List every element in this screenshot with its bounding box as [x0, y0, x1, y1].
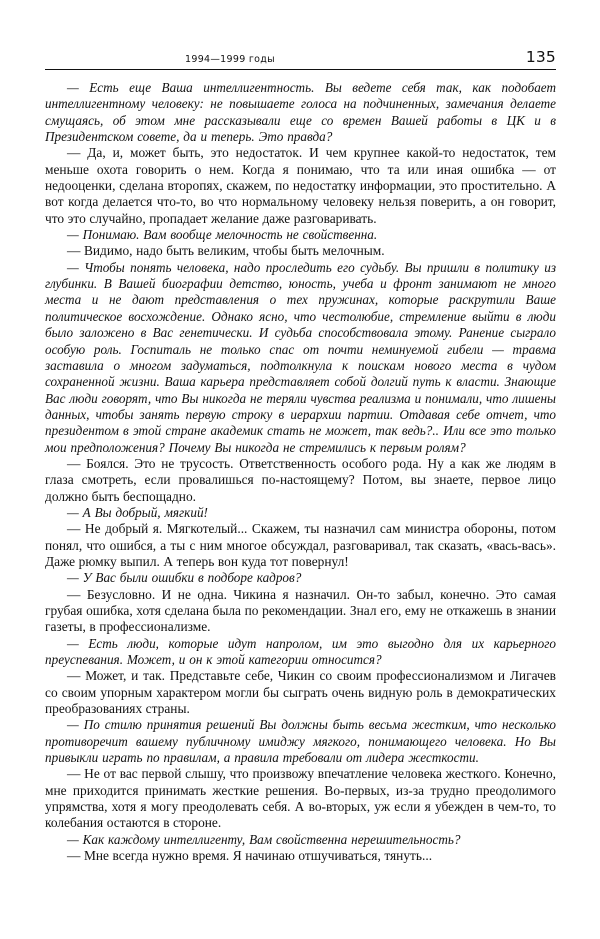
interview-question-paragraph: — Чтобы понять человека, надо проследить его судьбу. Вы пришли в политику из глубинки. В Вашей биографии детство, юность, учеба и фронт занимают не много места и не дают представления о тех пружинах, которые раскрутили Ваше политическое восхождение. Однако ясно, что честолюбие, стремление выйти в люди было заложено в Вас генетически. И судьба способствовала этому. Ранение сыграло особую роль. Госпиталь не только спас от почти неминуемой гибели — травма заставила о многом задуматься, подтолкнула к поискам нового места в чудом сохраненной жизни. Ваша карьера представляет собой долгий путь к власти. Знающие Вас люди говорят, что Вы никогда не теряли чувства реализма и понимали, что лишены данных, чтобы занять первую строку в иерархии партии. Отдавая себе отчет, что президентом в этой стране академик стать не может, так ведь?.. Или все это только мои предположения? Почему Вы никогда не стремились к первым ролям?: [45, 259, 556, 455]
interview-answer-paragraph: — Безусловно. И не одна. Чикина я назначил. Он-то забыл, конечно. Это самая грубая ошибка, хотя сделана была по рекомендации. Знал его, ему не откажешь в знании газеты, в профессионализме.: [45, 586, 556, 635]
interview-answer-paragraph: — Не добрый я. Мягкотелый... Скажем, ты назначил сам министра обороны, потом понял, что ошибся, а ты с ним многое обсуждал, разговаривал, так сказать, «вась-вась». Даже рюмку выпил. А теперь вон куда тот повернул!: [45, 521, 556, 569]
interview-question-paragraph: — А Вы добрый, мягкий!: [67, 504, 208, 520]
interview-question-paragraph: — Как каждому интеллигенту, Вам свойственна нерешительность?: [67, 831, 461, 847]
interview-answer-paragraph: — Да, и, может быть, это недостаток. И чем крупнее какой-то недостаток, тем меньше охота говорить о нем. Когда я понимаю, что та или иная ошибка — от недооценки, сделана второпях, скажем, по недостатку информации, это простительно. А вот когда делается что-то, во что нормальному человеку нельзя поверить, а он говорит, что это случайно, пропадает желание даже разговаривать.: [45, 145, 556, 226]
interview-answer-paragraph: — Может, и так. Представьте себе, Чикин со своим профессионализмом и Лигачев со своим упорным характером могли бы сыграть очень видную роль в демократических преобразованиях страны.: [45, 668, 556, 717]
interview-question-paragraph: — По стилю принятия решений Вы должны быть весьма жестким, что несколько противоречит вашему публичному имиджу мягкого, понимающего человека. Но Вы привыкли играть по правилам, а правила требовали от лидера жесткости.: [45, 717, 556, 766]
interview-question-paragraph: — Понимаю. Вам вообще мелочность не свойственна.: [67, 227, 378, 243]
running-head-title: 1994—1999 годы: [185, 54, 275, 65]
interview-answer-paragraph: — Мне всегда нужно время. Я начинаю отшучиваться, тянуть...: [67, 848, 433, 864]
interview-answer-paragraph: — Видимо, надо быть великим, чтобы быть мелочным.: [67, 243, 385, 259]
interview-question-paragraph: — У Вас были ошибки в подборе кадров?: [67, 570, 302, 586]
interview-question-paragraph: — Есть еще Ваша интеллигентность. Вы ведете себя так, как подобает интеллигентному человеку: не повышаете голоса на подчиненных, замечания делаете смущаясь, об этом мне рассказывали еще со времен Вашей работы в ЦК и в Президентском совете, да и теперь. Это правда?: [45, 80, 556, 145]
page-number: 135: [525, 48, 556, 66]
text-column: [45, 80, 556, 865]
interview-answer-paragraph: — Не от вас первой слышу, что произвожу впечатление человека жесткого. Конечно, мне приходится принимать жесткие решения. Во-первых, из-за трудно преодолимого упрямства, хотя я могу преодолевать себя. А во-вторых, уж если я убежден в чем-то, то колебания остаются в стороне.: [45, 766, 556, 831]
running-head: [45, 48, 556, 70]
interview-question-paragraph: — Есть люди, которые идут напролом, им это выгодно для их карьерного преуспевания. Может, и он к этой категории относится?: [45, 635, 556, 668]
interview-answer-paragraph: — Боялся. Это не трусость. Ответственность особого рода. Ну а как же людям в глаза смотреть, если провалишься по-настоящему? Потом, вы знаете, первое лицо должно быть беспощадно.: [45, 455, 556, 504]
